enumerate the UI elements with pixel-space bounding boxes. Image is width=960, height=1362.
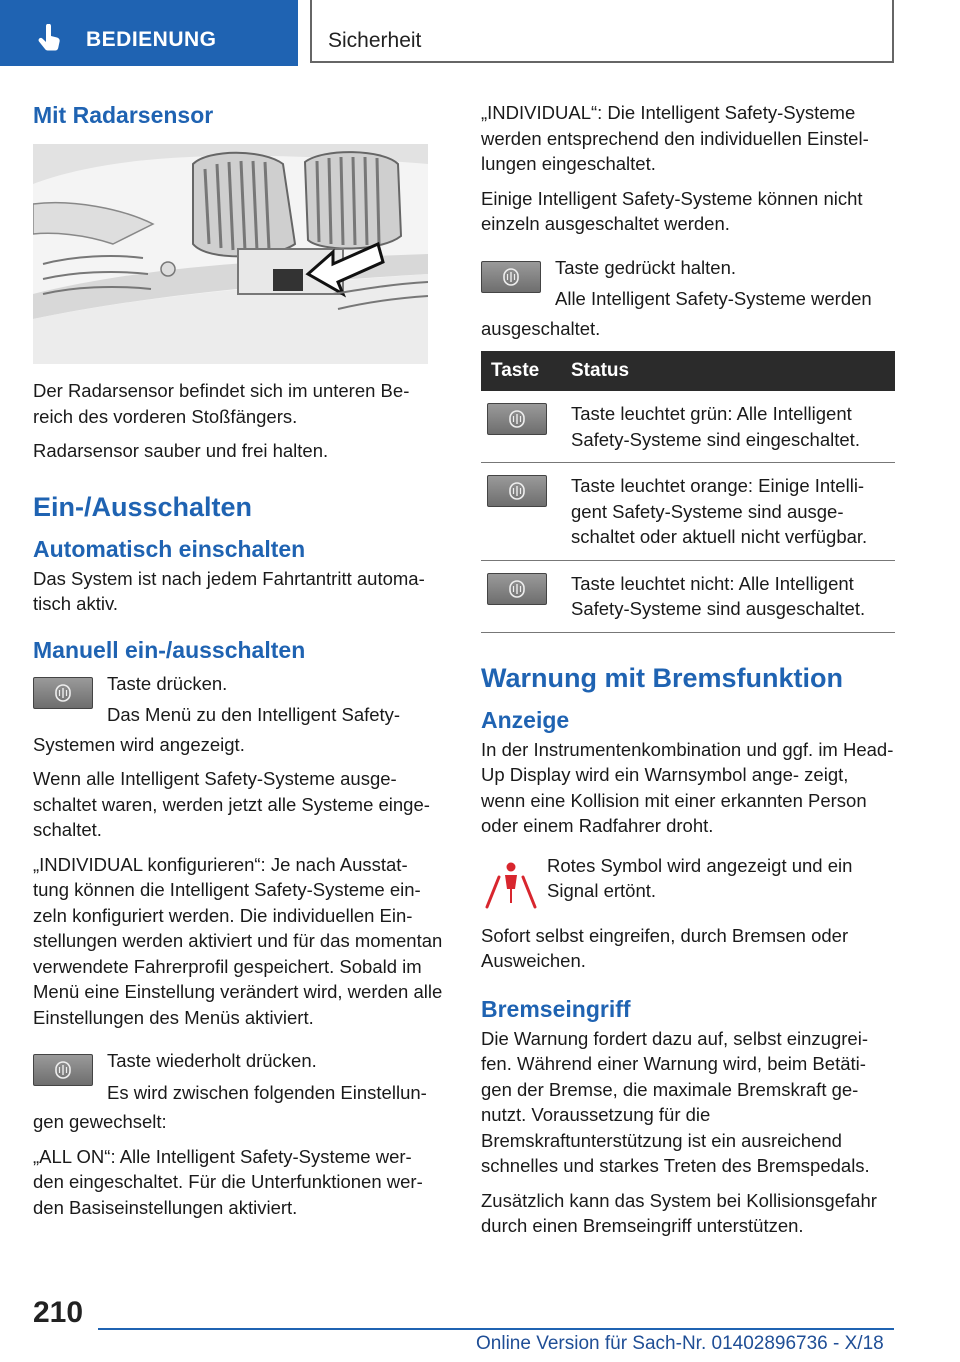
react-text: Sofort selbst eingreifen, durch Bremsen oder Ausweichen. <box>481 924 849 971</box>
manual-step-1-text: Taste drücken. <box>107 672 228 694</box>
manual-text-1: Wenn alle Intelligent Safety-Systeme ausge‐ schaltet waren, werden jetzt alle Systeme einge‐ schaltet. <box>33 768 430 840</box>
safety-button-icon <box>481 261 541 293</box>
table-row <box>481 463 895 561</box>
individual-text: „INDIVIDUAL“: Die Intelligent Safety-Systeme werden entsprechend den individuellen Einstel‐ lungen eingeschaltet. <box>481 102 869 174</box>
col-button-header: Taste <box>481 351 561 391</box>
manual-step-1 <box>33 671 443 728</box>
manual-step-2 <box>33 1048 443 1105</box>
auto-title: Automatisch einschalten <box>33 535 306 562</box>
table-row <box>481 391 895 463</box>
manual-step-2-text: Taste wiederholt drücken. <box>107 1050 317 1071</box>
safety-button-icon <box>487 403 547 435</box>
col-status-header: Status <box>561 351 895 391</box>
radar-sensor-photo <box>33 144 428 364</box>
safety-button-icon <box>33 1054 93 1086</box>
warning-symbol-row <box>481 853 895 913</box>
status-text: Taste leuchtet nicht: Alle Intelligent Safety-Systeme sind ausgeschaltet. <box>561 560 895 632</box>
status-text: Taste leuchtet grün: Alle Intelligent Safety-Systeme sind eingeschaltet. <box>561 391 895 463</box>
brake-title: Bremseingriff <box>481 995 631 1022</box>
manual-step-2-text-c: gen gewechselt: <box>33 1111 167 1132</box>
left-column <box>33 100 443 1229</box>
hold-step-text-c: ausgeschaltet. <box>481 317 601 339</box>
radar-location-text: Der Radarsensor befindet sich im unteren Be‐ reich des vorderen Stoßfängers. <box>33 380 410 427</box>
safety-button-icon <box>487 475 547 507</box>
manual-text-2: „INDIVIDUAL konfigurieren“: Je nach Ausstat‐ tung können die Intelligent Safety-Systeme ein‐ zeln konfiguriert werden. Die individuellen Ein‐ stellungen werden aktiviert und für das momentan verwendete Fahrerprofil gespeichert. Sobald im Menü eine Einstellung verändert wird, werden alle Einstellungen des Menüs aktiviert. <box>33 853 443 1028</box>
hold-step <box>481 255 895 312</box>
hand-pointer-icon <box>36 24 64 52</box>
symbol-text: Rotes Symbol wird angezeigt und ein Signal ertönt. <box>547 854 853 901</box>
safety-button-icon <box>487 573 547 605</box>
manual-title: Manuell ein-/ausschalten <box>33 636 306 663</box>
manual-step-2-text-b: Es wird zwischen folgenden Einstellun‐ <box>107 1081 427 1103</box>
section-name: Sicherheit <box>328 29 422 52</box>
safety-button-icon <box>33 677 93 709</box>
onoff-title: Ein-/Ausschalten <box>33 491 253 522</box>
online-version-text: Online Version für Sach-Nr. 01402896736 - X/18 <box>476 1333 884 1354</box>
not-all-text: Einige Intelligent Safety-Systeme können nicht einzeln ausgeschaltet werden. <box>481 187 863 234</box>
table-row <box>481 560 895 632</box>
section-header <box>310 0 894 63</box>
pedestrian-warning-icon <box>481 857 541 913</box>
brake-text-1: Die Warnung fordert dazu auf, selbst einzugrei‐ fen. Während einer Warnung wird, beim Betäti‐ gen der Bremse, die maximale Bremskraft ge‐ nutzt. Voraussetzung für die Bremskraftunterstützung ist ein ausreichend schnelles und starkes Treten des Bremspedals. <box>481 1027 870 1176</box>
manual-step-1-text-c: Systemen wird angezeigt. <box>33 733 245 755</box>
footer-divider <box>98 1328 894 1330</box>
hold-step-text: Taste gedrückt halten. <box>555 256 736 278</box>
radar-title: Mit Radarsensor <box>33 102 214 128</box>
manual-text-3: „ALL ON“: Alle Intelligent Safety-Systeme wer‐ den eingeschaltet. Für die Unterfunktionen wer‐ den Basiseinstellungen aktiviert. <box>33 1145 423 1218</box>
brake-text-2: Zusätzlich kann das System bei Kollisionsgefahr durch einen Bremseingriff unterstützen. <box>481 1189 877 1236</box>
status-text: Taste leuchtet orange: Einige Intelli‐ gent Safety-Systeme sind ausge‐ schaltet oder aktuell nicht verfügbar. <box>561 463 895 561</box>
radar-clean-text: Radarsensor sauber und frei halten. <box>33 440 329 461</box>
display-text: In der Instrumentenkombination und ggf. im Head-Up Display wird ein Warnsymbol ange‐ zeigt, wenn eine Kollision mit einer erkannten Person oder einem Radfahrer droht. <box>481 738 894 836</box>
display-title: Anzeige <box>481 706 570 733</box>
chapter-tab[interactable] <box>0 0 298 66</box>
status-table-header <box>481 351 895 391</box>
hold-step-text-b: Alle Intelligent Safety-Systeme werden <box>555 288 872 309</box>
page-number: 210 <box>33 1296 84 1329</box>
status-table <box>481 351 895 633</box>
auto-text: Das System ist nach jedem Fahrtantritt automa‐ tisch aktiv. <box>33 567 425 614</box>
right-column <box>481 100 895 1248</box>
chapter-label: BEDIENUNG <box>86 28 217 51</box>
warning-title: Warnung mit Bremsfunktion <box>481 662 843 693</box>
manual-step-1-text-b: Das Menü zu den Intelligent Safety- <box>107 704 401 725</box>
